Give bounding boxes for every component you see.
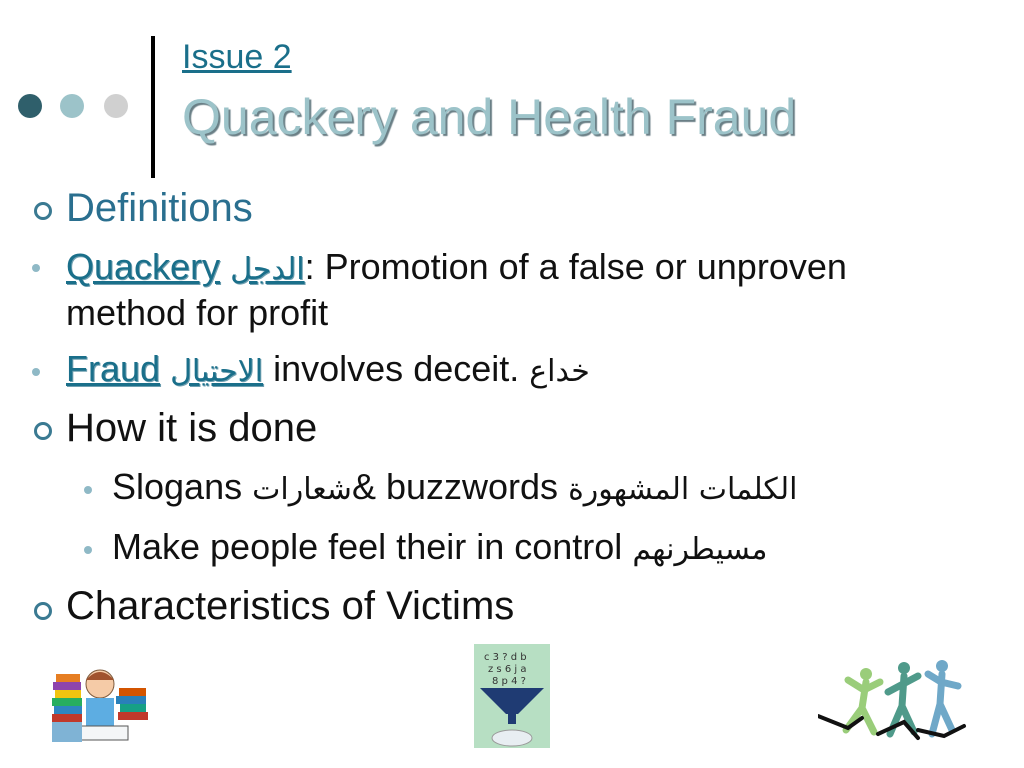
funnel-letters-icon — [474, 644, 550, 748]
buzzwords-arabic: الكلمات المشهورة — [568, 472, 798, 507]
control-text: Make people feel their in control — [112, 526, 623, 567]
slogans-line — [112, 466, 797, 508]
how-done-heading: How it is done — [66, 406, 318, 450]
title-divider — [151, 36, 155, 178]
definitions-heading: Definitions — [66, 186, 253, 230]
quackery-arabic: الدجل — [230, 252, 305, 287]
dot-teal — [60, 94, 84, 118]
control-line — [112, 526, 768, 568]
svg-text:c 3 ? d b: c 3 ? d b — [484, 652, 527, 663]
bullet-dot-icon — [32, 264, 40, 272]
slogans-text: Slogans — [112, 466, 243, 507]
bullet-circle-icon — [34, 602, 52, 620]
buzzwords-text: & buzzwords — [351, 466, 559, 507]
quackery-term: Quackery — [66, 246, 221, 287]
issue-heading: Issue 2 — [182, 38, 292, 76]
dancers-icon — [818, 656, 968, 746]
dot-gray — [104, 94, 128, 118]
dot-dark — [18, 94, 42, 118]
bullet-dot-icon — [84, 486, 92, 494]
slide-title: Quackery and Health Fraud — [182, 89, 797, 145]
fraud-arabic: الاحتيال — [170, 354, 264, 389]
quackery-definition: : Promotion of a false or unproven — [304, 246, 847, 287]
control-arabic: مسيطرنهم — [632, 532, 768, 567]
fraud-definition-arabic: خداع — [529, 354, 590, 389]
fraud-definition: involves deceit. — [273, 348, 520, 389]
bullet-dot-icon — [84, 546, 92, 554]
fraud-term: Fraud — [66, 348, 161, 389]
bullet-circle-icon — [34, 422, 52, 440]
svg-text:8 p 4 ?: 8 p 4 ? — [492, 676, 526, 687]
bullet-dot-icon — [32, 368, 40, 376]
decorative-dots — [18, 94, 138, 120]
svg-text:z s 6 j a: z s 6 j a — [488, 664, 527, 675]
quackery-definition-cont: method for profit — [66, 292, 329, 333]
slogans-arabic: شعارات — [252, 472, 352, 507]
victims-heading: Characteristics of Victims — [66, 584, 515, 628]
reading-person-icon — [52, 664, 148, 744]
quackery-line — [66, 246, 847, 288]
bullet-circle-icon — [34, 202, 52, 220]
fraud-line — [66, 348, 590, 390]
